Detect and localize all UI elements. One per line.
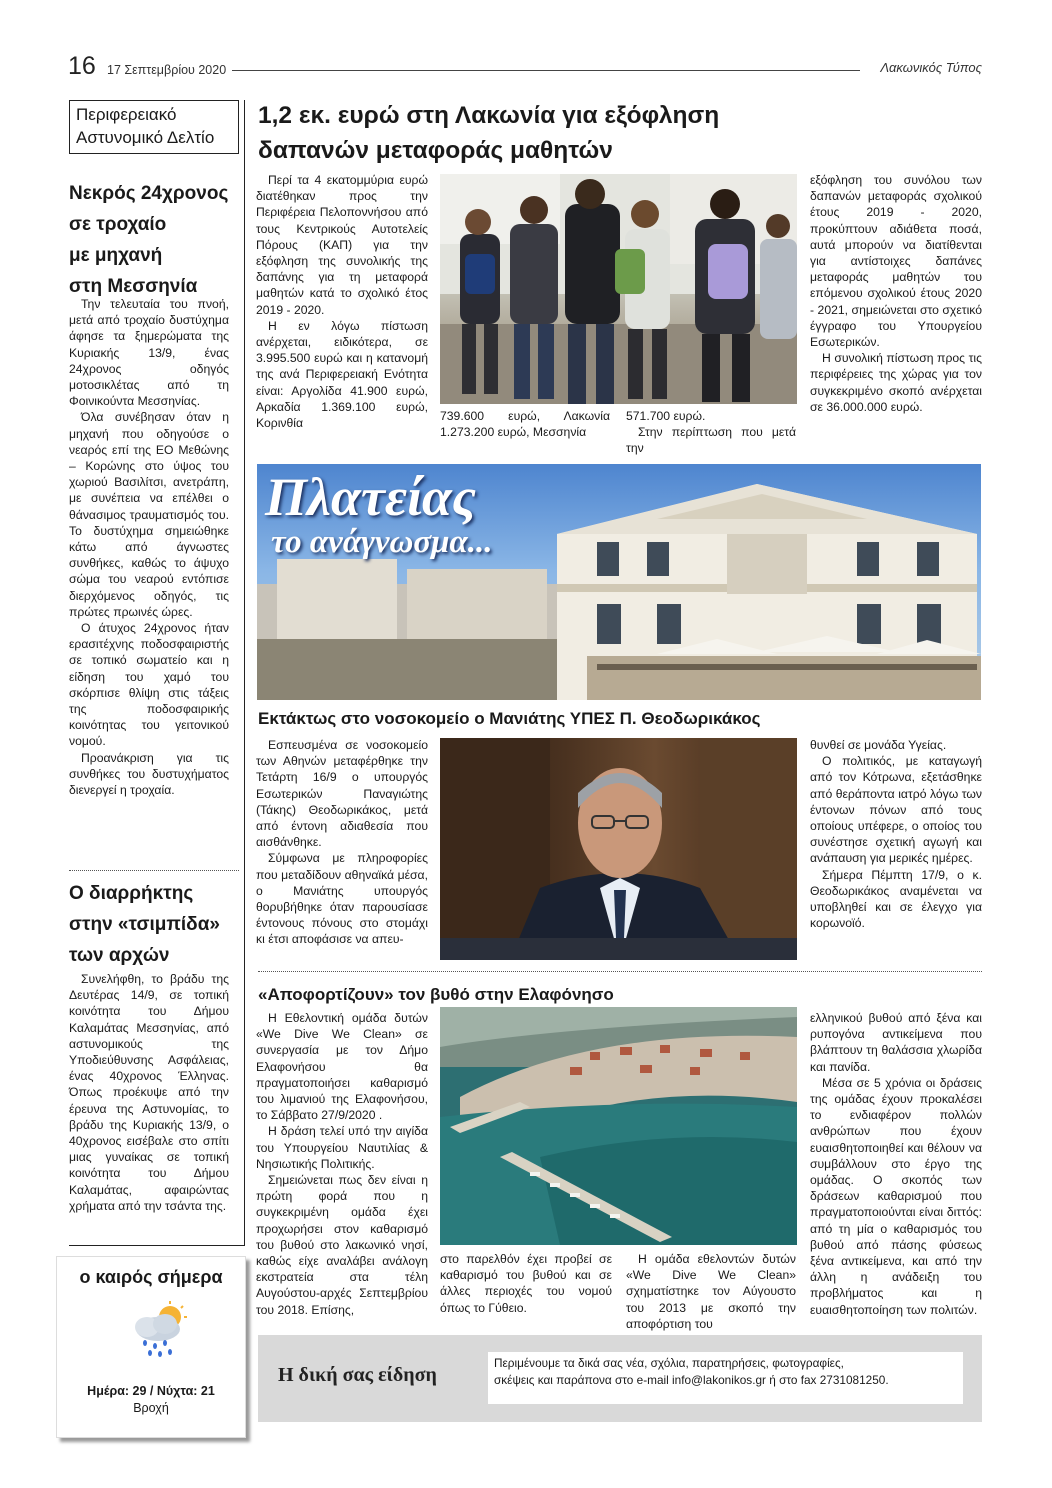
paragraph: Την τελευταία του πνοή, μετά από τροχαίο δυστύχημα άφησε τα ξημερώματα της Κυριακής 13/9, ένας 24χρονος οδηγός μοτοσικλέτας από τη Φοινικούντα Μεσσηνίας.	[69, 297, 229, 409]
sidebar-article1-title	[69, 178, 239, 302]
lead-col2	[440, 408, 610, 440]
harbor-illustration	[440, 1007, 797, 1245]
paragraph: θυνθεί σε μονάδα Υγείας.	[810, 738, 947, 752]
paragraph: Μέσα σε 5 χρόνια οι δράσεις της ομάδας έχουν προκαλέσει το ενδιαφέρον πολλών ανθρώπων που έχουν ευαισθητοποιηθεί και θέλουν να συμβάλλουν στο έργο της ομάδας. Ο σκοπός των δράσεων καθαρισμού που πραγματοποιούνται είναι διττός: από τη μία ο καθαρισμός του βυθού από πάσης φύσεως ξένα αντικείμενα, και από την άλλη η ανάδειξη του προβλήματος και η ευαισθητοποίηση των πολιτών.	[810, 1075, 982, 1317]
paragraph: στο παρελθόν έχει προβεί σε καθαρισμό του βυθού και σε άλλες περιοχές του νομού όπως το Γύθειο.	[440, 1252, 612, 1315]
students-photo	[440, 174, 797, 404]
your-news-line2: σκέψεις και παράπονα στο e-mail info@lakonikos.gr ή στο fax 2731081250.	[494, 1373, 889, 1387]
minister-col-left	[256, 737, 428, 948]
paragraph: Όλα συνέβησαν όταν η μηχανή που οδηγούσε ο νεαρός επί της ΕΟ Μεθώνης – Κορώνης στο ύψος του χωριού Βασιλίτσι, ανετράπη, με συνέπεια να επέλθει ο θάνασιμος τραυματισμός του. Το δυστύχημα σημειώθηκε κάτω από άγνωστες συνθήκες, καθώς το άψυχο σώμα του νεαρού εντόπισε διερχόμενος οδηγός, τις πρώτες πρωινές ώρες.	[69, 410, 229, 619]
your-news-text	[488, 1352, 963, 1404]
paragraph: 739.600 ευρώ, Λακωνία 1.273.200 ευρώ, Μεσσηνία	[440, 409, 610, 440]
paragraph: Σήμερα Πέμπτη 17/9, ο κ. Θεοδωρικάκος αναμένεται να υποβληθεί και σε έλεγχο για κορωνοϊό.	[810, 867, 982, 931]
paragraph: Η δράση τελεί υπό την αιγίδα του Υπουργείου Ναυτιλίας & Νησιωτικής Πολιτικής.	[256, 1124, 428, 1171]
weather-title: ο καιρός σήμερα	[79, 1267, 223, 1287]
title-line: στην «τσιμπίδα»	[69, 914, 220, 935]
paragraph: 571.700 ευρώ.	[626, 409, 706, 423]
lead-col4	[810, 172, 982, 415]
elafonisos-col-mid-a	[440, 1251, 612, 1316]
page-number: 16	[68, 52, 96, 80]
weather-temps: Ημέρα: 29 / Νύχτα: 21	[87, 1384, 215, 1398]
harbor-photo	[440, 1007, 797, 1245]
minister-title: Εκτάκτως στο νοσοκομείο ο Μανιάτης ΥΠΕΣ Π. Θεοδωρικάκος	[258, 709, 761, 728]
lead-col1	[256, 172, 428, 431]
header-date: 17 Σεπτεμβρίου 2020	[107, 63, 227, 77]
sidebar-right-rule	[244, 100, 245, 1245]
paragraph: Περί τα 4 εκατομμύρια ευρώ διατέθηκαν προς την Περιφέρεια Πελοποννήσου από τους Κεντρικούς Αυτοτελείς Πόρους (ΚΑΠ) για την εξόφληση της συνολικής της δαπάνης για τη μεταφορά μαθητών κατά το σχολικό έτος 2019 - 2020.	[256, 173, 428, 317]
publication-name: Λακωνικός Τύπος	[880, 60, 982, 75]
paragraph: Σύμφωνα με πληροφορίες που μεταδίδουν αθηναϊκά μέσα, ο Μανιάτης υπουργός θορυβήθηκε όταν παρουσίασε έντονους πόνους στο στομάχι κι έτσι αποφάσισε να απευ-	[256, 851, 428, 947]
paragraph: ελληνικού βυθού από ξένα και ρυπογόνα αντικείμενα που βλάπτουν τη θαλάσσια χλωρίδα και πανίδα.	[810, 1011, 982, 1074]
title-line: Ο διαρρήκτης	[69, 883, 194, 904]
paragraph: εξόφληση του συνόλου των δαπανών μεταφοράς σχολικού έτους 2019 - 2020, προκύπτουν αδιάθετα ποσά, αυτά μπορούν να διατίθενται για αντίστοιχες δαπάνες μεταφοράς μαθητών του επόμενου σχολικού έτους 2020 - 2021, σημειώνεται στο σχετικό έγγραφο του Υπουργείου Εσωτερικών.	[810, 173, 982, 350]
banner-photo	[257, 464, 981, 700]
your-news-title: Η δική σας είδηση	[278, 1364, 437, 1386]
paragraph: Προανάκριση για τις συνθήκες του δυστυχήματος διενεργεί η τροχαία.	[69, 750, 229, 798]
minister-portrait	[440, 738, 797, 960]
paragraph: Εσπευσμένα σε νοσοκομείο των Αθηνών μεταφέρθηκε την Τετάρτη 16/9 ο υπουργός Εσωτερικών Παναγιώτης (Τάκης) Θεοδωρικάκος, μετά από έντονη αδιαθεσία που αισθάνθηκε.	[256, 738, 428, 850]
header-rule	[232, 70, 860, 71]
lead-col3	[626, 408, 796, 457]
section-label-line1: Περιφερειακό	[76, 105, 177, 124]
lead-title	[258, 98, 978, 168]
paragraph: Σημειώνεται πως δεν είναι η πρώτη φορά που η συγκεκριμένη ομάδα έχει προχωρήσει στον καθαρισμό του βυθού στο λακωνικό νησί, καθώς είχε αναλάβει ανάλογη εκστρατεία στα τέλη Αυγούστου-αρχές Σεπτεμβρίου του 2018. Επίσης,	[256, 1173, 428, 1317]
article-divider	[258, 971, 982, 972]
paragraph: Η συνολική πίστωση προς τις περιφέρειες της χώρας για τον συγκεκριμένο σκοπό ανέρχεται σε 36.000.000 ευρώ.	[810, 351, 982, 414]
weather-condition: Βροχή	[133, 1401, 169, 1415]
weather-box	[56, 1256, 246, 1438]
paragraph: Συνελήφθη, το βράδυ της Δευτέρας 14/9, σε τοπική κοινότητα του Δήμου Καλαμάτας Μεσσηνίας, από αστυνομικούς της Υποδιεύθυνσης Ασφάλειας, ένας 40χρονος Έλληνας. Όπως προέκυψε από την έρευνα της Αστυνομίας, το βράδυ της Κυριακής 13/9, ο 40χρονος εισέβαλε στο σπίτι μιας γυναίκας σε τοπική κοινότητα του Δήμου Καλαμάτας, αφαιρώντας χρήματα από την τσάντα της.	[69, 972, 229, 1213]
paragraph: Η ομάδα εθελοντών δυτών «We Dive We Clean» σχηματίστηκε τον Αύγουστο του 2013 με σκοπό την αποφόρτιση του	[626, 1252, 796, 1331]
banner-title-small: το ανάγνωσμα...	[271, 524, 493, 560]
paragraph: Ο άτυχος 24χρονος ήταν ερασιτέχνης ποδοσφαιριστής σε τοπικό σωματείο και η είδηση του χαμό του σκόρπισε θλίψη στις τάξεις της ποδοσφαιρικής κοινότητας του γειτονικού νομού.	[69, 621, 229, 749]
elafonisos-col-mid-b	[626, 1251, 796, 1332]
elafonisos-col-right	[810, 1010, 982, 1318]
sidebar-article2-body	[69, 971, 229, 1214]
title-line: με μηχανή	[69, 245, 163, 266]
elafonisos-col-left	[256, 1010, 428, 1318]
your-news-line1: Περιμένουμε τα δικά σας νέα, σχόλια, παρατηρήσεις, φωτογραφίες,	[494, 1356, 844, 1370]
banner-title-big: Πλατείας	[265, 467, 476, 527]
title-line: στη Μεσσηνία	[69, 276, 198, 297]
lead-title-line2: δαπανών μεταφοράς μαθητών	[258, 137, 613, 164]
minister-col-right	[810, 737, 982, 931]
paragraph: Η εν λόγω πίστωση ανέρχεται, ειδικότερα, σε 3.995.500 ευρώ και η κατανομή της ανά Περιφερειακή Ενότητα είναι: Αργολίδα 41.900 ευρώ, Αρκαδία 1.369.100 ευρώ, Κορινθία	[256, 318, 428, 431]
title-line: σε τροχαίο	[69, 214, 167, 235]
section-label-line2: Αστυνομικό Δελτίο	[76, 128, 215, 147]
paragraph: Η Εθελοντική ομάδα δυτών «We Dive We Clean» σε συνεργασία με τον Δήμο Ελαφονήσου θα πραγματοποιήσει καθαρισμό του λιμανιού της Ελαφονήσου, το Σάββατο 27/9/2020 .	[256, 1011, 428, 1123]
sidebar-bottom-rule	[69, 1245, 245, 1246]
paragraph: Ο πολιτικός, με καταγωγή από τον Κότρωνα, εξετάσθηκε από θεράποντα ιατρό λόγω των έντονων πόνων από τους οποίους υπέφερε, ο οποίος του συνέστησε σχετική αγωγή και ανάπαυση για μερικές ημέρες.	[810, 754, 982, 866]
elafonisos-title: «Αποφορτίζουν» τον βυθό στην Ελαφόνησο	[258, 985, 614, 1004]
lead-title-line1: 1,2 εκ. ευρώ στη Λακωνία για εξόφληση	[258, 102, 720, 129]
title-line: Νεκρός 24χρονος	[69, 183, 229, 204]
your-news-box	[258, 1335, 982, 1422]
sidebar-article2-title	[69, 878, 239, 971]
section-label	[69, 100, 239, 154]
title-line: των αρχών	[69, 945, 170, 966]
sidebar-article1-body	[69, 296, 229, 798]
minister-photo	[440, 738, 797, 960]
rain-cloud-sun-icon	[125, 1299, 195, 1359]
sidebar-divider	[69, 870, 239, 871]
paragraph: Στην περίπτωση που μετά την	[626, 425, 796, 456]
students-illustration	[440, 174, 797, 404]
